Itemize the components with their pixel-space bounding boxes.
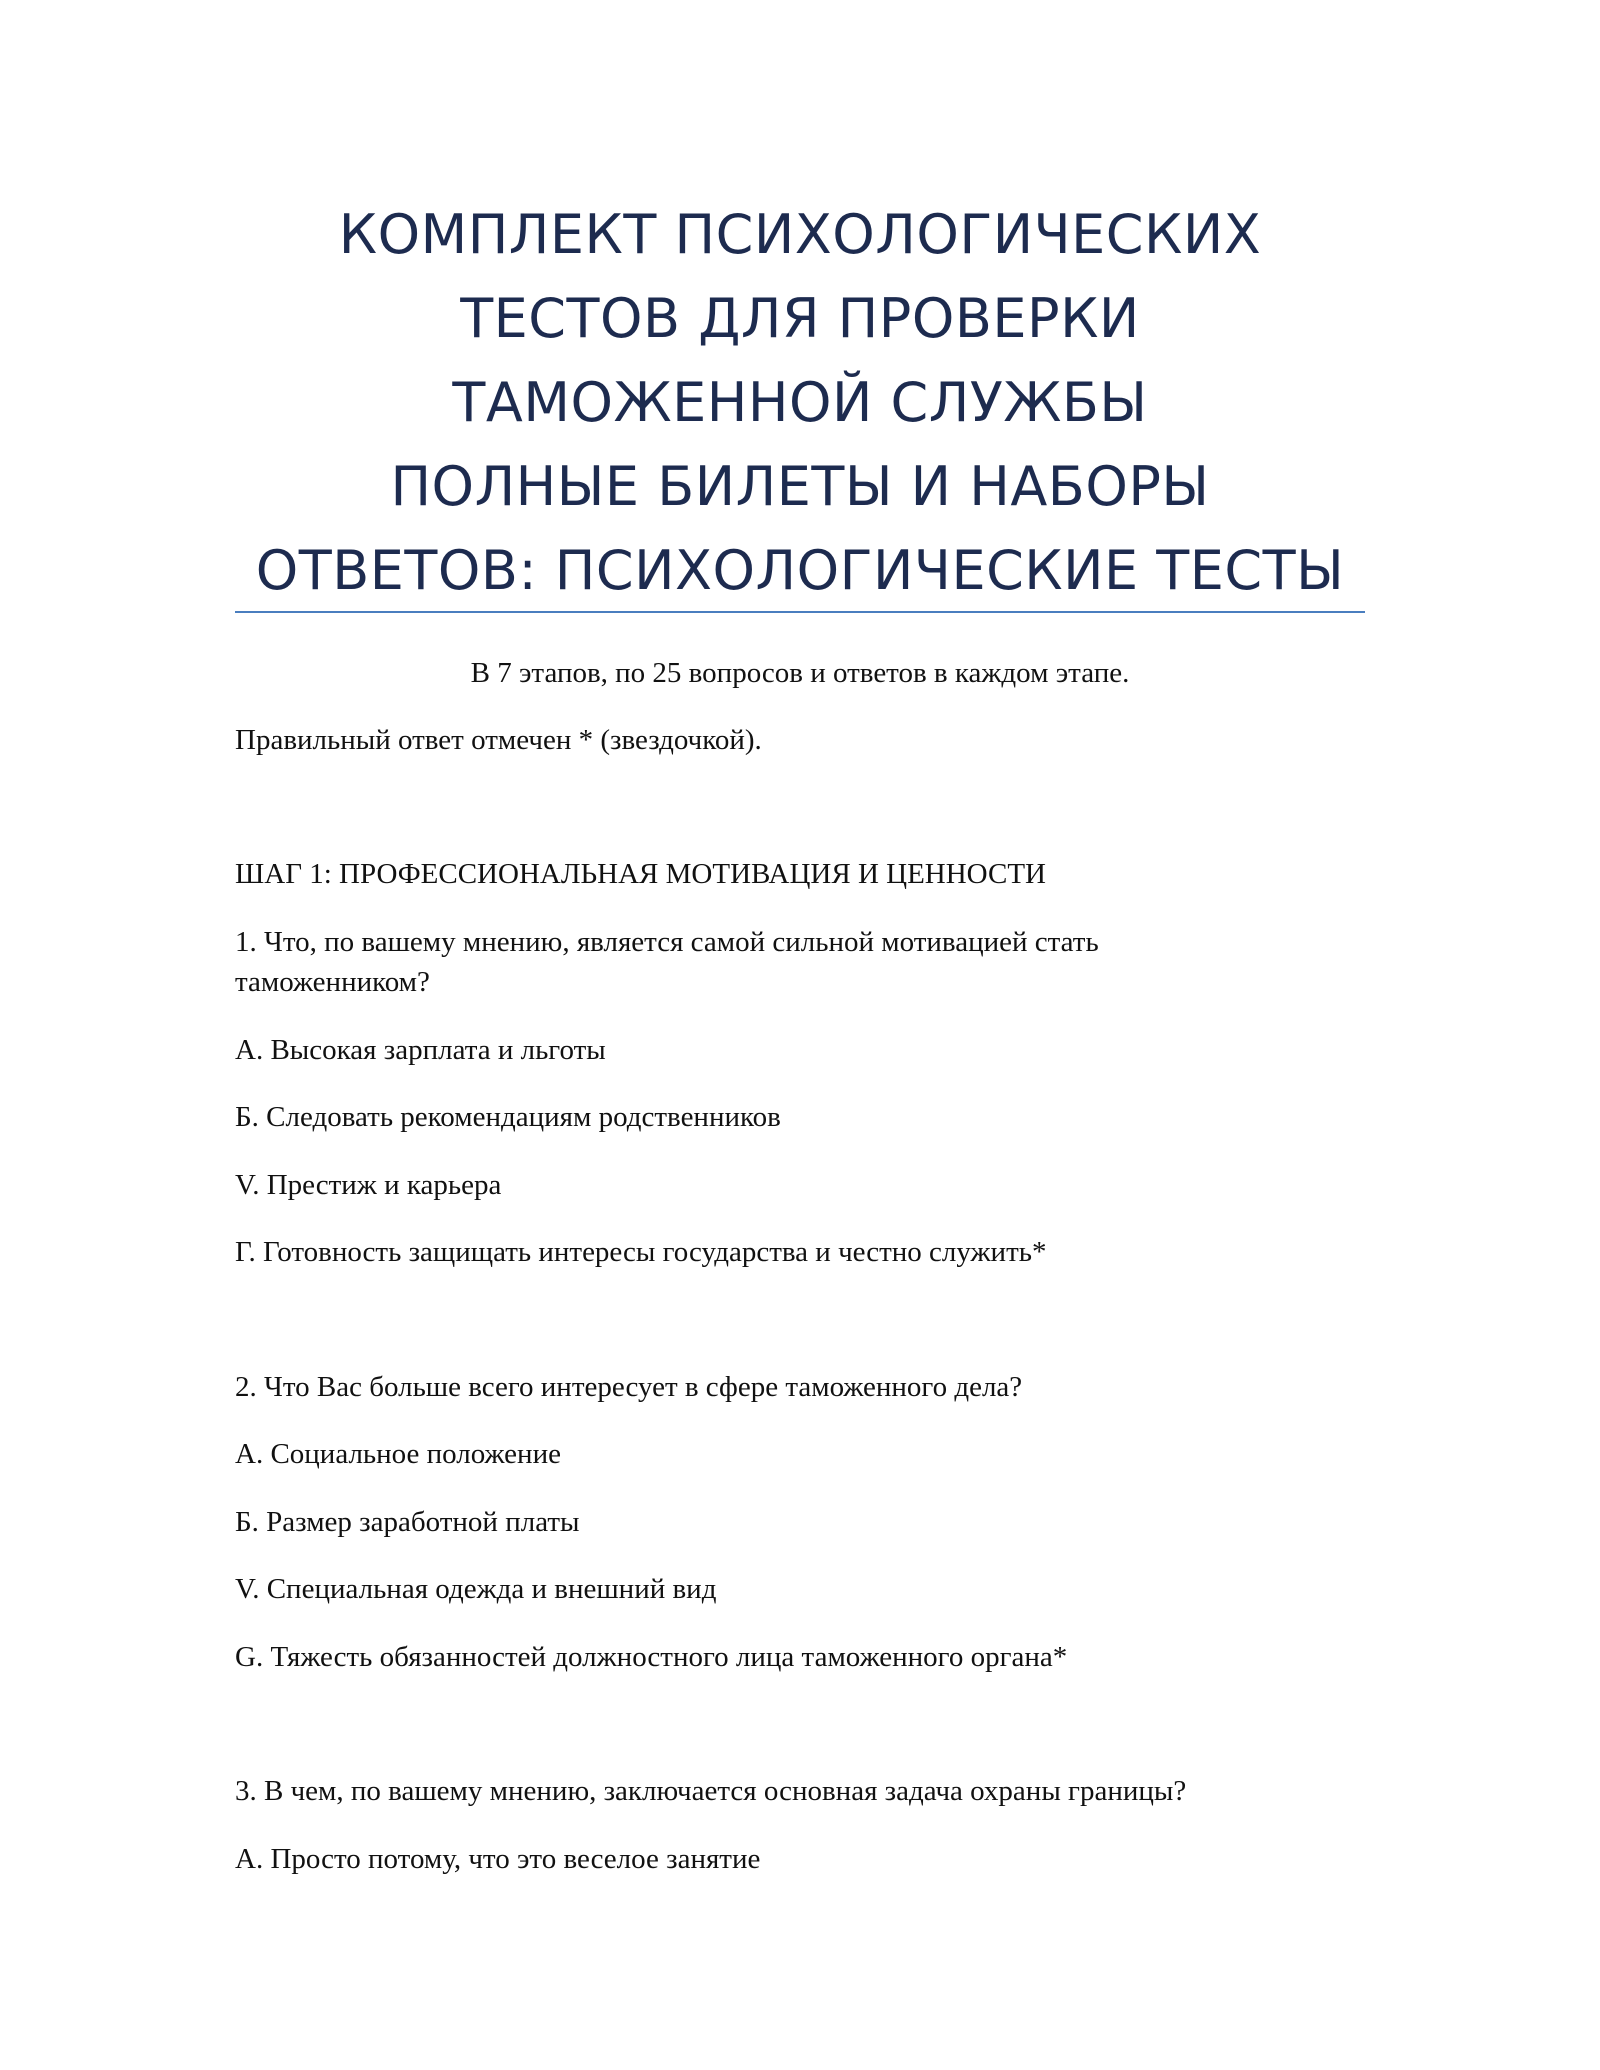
- question-1-option-a: А. Высокая зарплата и льготы: [235, 1034, 606, 1066]
- question-2-option-d: G. Тяжесть обязанностей должностного лица таможенного органа*: [235, 1641, 1068, 1673]
- title-divider: [235, 611, 1365, 613]
- question-2-option-c: V. Специальная одежда и внешний вид: [235, 1573, 717, 1605]
- intro-stages: В 7 этапов, по 25 вопросов и ответов в каждом этапе.: [470, 657, 1130, 689]
- title-line-3: ТАМОЖЕННОЙ СЛУЖБЫ: [452, 371, 1148, 434]
- title-line-5: ОТВЕТОВ: ПСИХОЛОГИЧЕСКИЕ ТЕСТЫ: [255, 539, 1345, 602]
- question-1-option-b: Б. Следовать рекомендациям родственников: [235, 1101, 781, 1133]
- question-2: 2. Что Вас больше всего интересует в сфере таможенного дела?: [235, 1371, 1023, 1403]
- question-3: 3. В чем, по вашему мнению, заключается основная задача охраны границы?: [235, 1775, 1187, 1807]
- step-heading: ШАГ 1: ПРОФЕССИОНАЛЬНАЯ МОТИВАЦИЯ И ЦЕННОСТИ: [235, 858, 1046, 890]
- question-3-option-a: А. Просто потому, что это веселое занятие: [235, 1843, 761, 1875]
- title-line-1: КОМПЛЕКТ ПСИХОЛОГИЧЕСКИХ: [338, 203, 1262, 266]
- title-line-2: ТЕСТОВ ДЛЯ ПРОВЕРКИ: [460, 287, 1140, 350]
- question-1: 1. Что, по вашему мнению, является самой сильной мотивацией стать таможенником?: [235, 926, 1099, 998]
- question-2-option-b: Б. Размер заработной платы: [235, 1506, 580, 1538]
- intro-note: Правильный ответ отмечен * (звездочкой).: [235, 724, 762, 756]
- question-2-option-a: А. Социальное положение: [235, 1438, 561, 1470]
- question-1-option-d: Г. Готовность защищать интересы государства и честно служить*: [235, 1236, 1047, 1268]
- title-line-4: ПОЛНЫЕ БИЛЕТЫ И НАБОРЫ: [390, 455, 1210, 518]
- document-title: [235, 193, 1365, 613]
- question-1-option-c: V. Престиж и карьера: [235, 1169, 502, 1201]
